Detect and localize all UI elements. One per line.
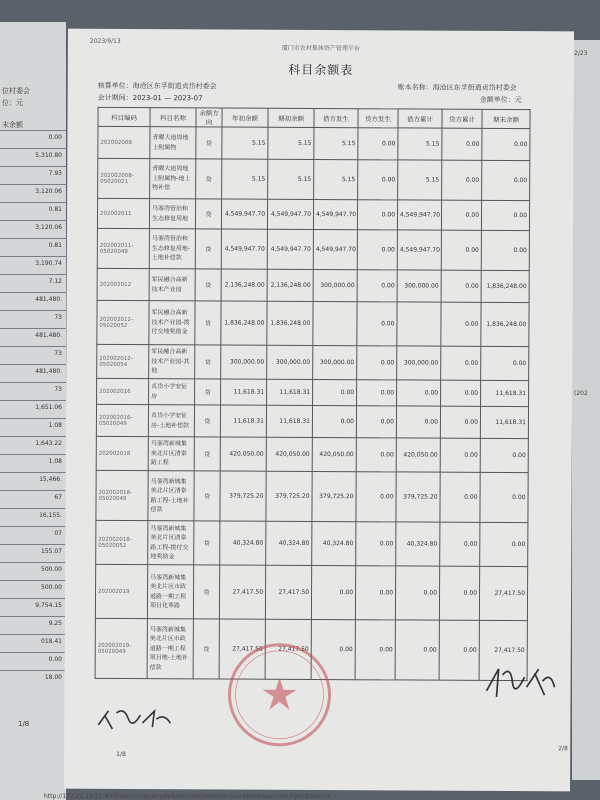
side-left-rule xyxy=(0,580,66,581)
side-left-value: 3,190.74 xyxy=(35,260,62,267)
side-left-rule xyxy=(0,130,66,131)
side-left-rule xyxy=(0,418,66,419)
page-number: 2/8 xyxy=(558,745,568,753)
side-left-rule xyxy=(0,598,66,599)
cell-year-open: 5.15 xyxy=(222,159,268,199)
cell-direction: 贷 xyxy=(193,619,219,679)
table-row xyxy=(97,228,529,270)
cell-debit-total: 0.00 xyxy=(396,406,440,438)
side-left-value: 0.00 xyxy=(48,656,62,663)
side-left-rule xyxy=(0,382,66,383)
side-left-rule xyxy=(0,526,66,527)
print-date: 2023/9/13 xyxy=(89,37,121,45)
cell-name: 军民融合高新技术产业园 xyxy=(149,269,195,301)
header-direction: 余额方向 xyxy=(196,108,222,127)
book-label: 账本名称： xyxy=(397,83,433,92)
cell-credit-total: 0.00 xyxy=(440,438,480,472)
table-row xyxy=(97,344,529,380)
side-left-rule xyxy=(0,544,66,545)
cell-debit: 0.00 xyxy=(311,619,355,679)
cell-year-open: 4,549,947.70 xyxy=(221,199,267,229)
cell-direction: 贷 xyxy=(195,301,221,345)
cell-direction: 贷 xyxy=(195,345,221,379)
cell-close: 1,836,248.00 xyxy=(481,302,529,346)
cell-close: 0.00 xyxy=(480,438,528,472)
cell-credit: 0.00 xyxy=(357,302,397,346)
cell-period-open: 2,136,248.00 xyxy=(267,269,313,301)
cell-debit-total: 379,725.20 xyxy=(396,472,440,522)
side-left-value: 500.00 xyxy=(41,584,62,591)
table-row xyxy=(96,436,528,472)
cell-credit: 0.00 xyxy=(355,620,395,680)
cell-debit-total: 300,000.00 xyxy=(397,270,441,302)
side-left-rule xyxy=(0,220,66,221)
cell-debit: 300,000.00 xyxy=(313,345,357,379)
cell-credit-total: 0.00 xyxy=(440,472,480,522)
cell-year-open: 4,549,947.70 xyxy=(221,229,267,269)
side-left-rule xyxy=(0,292,66,293)
cell-debit-total: 0.00 xyxy=(395,566,439,620)
cell-period-open: 11,618.31 xyxy=(267,379,313,405)
cell-close: 1,836,248.00 xyxy=(481,270,529,302)
cell-name: 马銮湾管治和生态修复用地-土地补偿款 xyxy=(149,229,195,269)
period-label: 会计期间： xyxy=(97,93,133,103)
cell-direction: 贷 xyxy=(194,405,220,437)
cell-debit: 0.00 xyxy=(312,405,356,437)
cell-debit-total: 5.15 xyxy=(398,128,442,160)
side-left-value: 18.00 xyxy=(44,674,62,681)
cell-direction: 贷 xyxy=(194,521,220,565)
side-right-line: 2/23 xyxy=(574,50,588,57)
cell-name: 马銮湾新城集美北片区清泰路工程-土地补偿款 xyxy=(148,471,194,521)
cell-debit-total: 4,549,947.70 xyxy=(397,200,441,230)
side-left-value: 1.08 xyxy=(48,458,62,465)
cell-debit: 5.15 xyxy=(314,127,358,159)
cell-close: 11,618.31 xyxy=(480,406,528,438)
cell-code: 202002012-05020054 xyxy=(97,344,149,378)
table-row xyxy=(96,470,528,522)
cell-close: 27,417.50 xyxy=(479,566,527,620)
cell-close: 0.00 xyxy=(482,128,530,160)
currency-unit: 金额单位：元 xyxy=(479,95,522,105)
unit-value: 海沧区东孚街道贞岱村委会 xyxy=(132,82,217,91)
cell-period-open: 40,324.80 xyxy=(266,521,312,565)
header-debit-total: 借方累计 xyxy=(398,109,442,128)
cell-period-open: 379,725.20 xyxy=(266,471,312,521)
cell-debit: 4,549,947.70 xyxy=(313,199,357,229)
cell-credit-total: 0.00 xyxy=(440,522,480,566)
side-left-rule xyxy=(0,634,66,635)
cell-code: 202002012 xyxy=(97,268,149,300)
header-close: 期末余额 xyxy=(482,109,530,128)
table-row xyxy=(97,300,529,346)
cell-credit: 0.00 xyxy=(356,406,396,438)
cell-code: 202002011-05020049 xyxy=(97,228,149,268)
side-left-page: 1/8 xyxy=(18,720,30,728)
side-left-value: 481,480. xyxy=(35,296,62,303)
side-left-value: 481,480. xyxy=(35,332,62,339)
side-left-value: 9,754.15 xyxy=(35,602,62,609)
cell-name: 贞岱小学安征房 xyxy=(149,379,195,405)
table-row xyxy=(98,126,530,160)
cell-debit-total: 40,324.80 xyxy=(396,522,440,566)
signature-right xyxy=(482,661,556,705)
cell-credit: 0.00 xyxy=(356,472,396,522)
cell-debit: 379,725.20 xyxy=(312,471,356,521)
cell-code: 202002018-05020049 xyxy=(96,470,148,520)
side-left-rule xyxy=(0,508,66,509)
cell-name: 青曜大道周地上附属物-地上物补偿 xyxy=(150,159,196,199)
table-row xyxy=(97,198,529,230)
cell-code: 202002008-05020021 xyxy=(98,158,150,198)
right-adjacent-sheet xyxy=(572,40,600,780)
side-left-value: 73 xyxy=(54,386,62,393)
signature-left xyxy=(94,705,174,735)
cell-debit: 420,050.00 xyxy=(312,437,356,471)
cell-code: 202002019-05020049 xyxy=(95,618,147,678)
side-left-value: 7.93 xyxy=(48,170,62,177)
unit-info xyxy=(98,81,217,92)
cell-code: 202002018 xyxy=(96,436,148,470)
side-left-value: 1.08 xyxy=(48,422,62,429)
cell-code: 202002012-05020052 xyxy=(97,300,149,344)
cell-credit: 0.00 xyxy=(356,438,396,472)
side-right-line: (202 xyxy=(574,390,588,397)
header-name: 科目名称 xyxy=(150,108,196,127)
header-code: 科目编码 xyxy=(98,107,150,126)
cell-period-open: 4,549,947.70 xyxy=(267,229,313,269)
cell-year-open: 2,136,248.00 xyxy=(221,269,267,301)
side-left-value: 15,466. xyxy=(39,476,62,483)
side-left-rule xyxy=(0,616,66,617)
cell-period-open: 27,417.50 xyxy=(265,619,311,679)
header-credit-total: 贷方累计 xyxy=(442,109,482,128)
cell-year-open: 27,417.50 xyxy=(219,565,265,619)
side-left-value: 3,120.06 xyxy=(35,188,62,195)
cell-credit: 0.00 xyxy=(356,522,396,566)
side-left-value: 3,120.06 xyxy=(35,224,62,231)
cell-code: 202002018-05020052 xyxy=(96,520,148,564)
cell-name: 军民融合高新技术产业园-拨付交地奖励金 xyxy=(149,301,195,345)
side-left-rule xyxy=(0,274,66,275)
cell-credit-total: 0.00 xyxy=(440,406,480,438)
cell-period-open: 11,618.31 xyxy=(266,405,312,437)
header-credit: 贷方发生 xyxy=(358,109,398,128)
cell-credit-total: 0.00 xyxy=(442,128,482,160)
cell-credit-total: 0.00 xyxy=(441,302,481,346)
side-left-value: 9.25 xyxy=(48,620,62,627)
cell-direction: 贷 xyxy=(194,437,220,471)
cell-debit: 300,000.00 xyxy=(313,269,357,301)
cell-credit-total: 0.00 xyxy=(441,270,481,302)
cell-year-open: 5.15 xyxy=(222,127,268,159)
cell-debit: 5.15 xyxy=(314,159,358,199)
cell-close: 0.00 xyxy=(480,522,528,566)
side-left-value: 481,480. xyxy=(35,368,62,375)
official-seal xyxy=(224,640,335,751)
cell-direction: 贷 xyxy=(195,229,221,269)
cell-credit-total: 0.00 xyxy=(442,160,482,200)
cell-credit-total: 0.00 xyxy=(441,230,481,270)
side-left-rule xyxy=(0,652,66,653)
header-year-open: 年初余额 xyxy=(222,108,268,127)
cell-close: 0.00 xyxy=(480,472,528,522)
cell-credit-total: 0.00 xyxy=(439,566,479,620)
side-left-rule xyxy=(0,202,66,203)
side-left-value: 0.81 xyxy=(48,242,62,249)
side-left-rule xyxy=(0,148,66,149)
table-row xyxy=(97,378,529,406)
cell-credit: 0.00 xyxy=(357,200,397,230)
cell-period-open: 4,549,947.70 xyxy=(267,199,313,229)
cell-code: 202002008 xyxy=(98,126,150,158)
table-row xyxy=(98,158,530,200)
page-url: http://172.21.13.15:8090/accountqueryweb/account/detail/accountBookSearch/subjectBalance xyxy=(44,793,330,800)
cell-year-open: 40,324.80 xyxy=(220,521,266,565)
cell-name: 马銮湾新城集美北片区市政道路一期工程项目地-土地补偿款 xyxy=(147,619,193,679)
table-header-row xyxy=(98,107,530,128)
side-left-rule xyxy=(0,400,66,401)
cell-close: 0.00 xyxy=(481,230,529,270)
cell-period-open: 300,000.00 xyxy=(267,345,313,379)
cell-direction: 贷 xyxy=(196,159,222,199)
period-value: 2023-01 — 2023-07 xyxy=(132,94,203,103)
side-left-value: 73 xyxy=(54,314,62,321)
period-info xyxy=(98,93,203,104)
cell-name: 马銮湾管治和生态修复用地 xyxy=(149,199,195,229)
side-left-value: 500.00 xyxy=(41,566,62,573)
cell-close: 0.00 xyxy=(481,346,529,380)
cell-direction: 贷 xyxy=(195,379,221,405)
side-left-rule xyxy=(0,364,66,365)
cell-debit-total: 0.00 xyxy=(395,620,439,680)
side-left-value: 07 xyxy=(54,530,62,537)
side-left-line: 位村委会 xyxy=(2,87,30,95)
cell-year-open: 420,050.00 xyxy=(220,437,266,471)
cell-close: 11,618.31 xyxy=(481,380,529,406)
cell-credit: 0.00 xyxy=(358,128,398,160)
side-left-rule xyxy=(0,184,66,185)
cell-credit: 0.00 xyxy=(358,160,398,200)
cell-debit xyxy=(313,301,357,345)
cell-credit: 0.00 xyxy=(357,346,397,380)
cell-debit-total: 300,000.00 xyxy=(397,346,441,380)
cell-period-open: 420,050.00 xyxy=(266,437,312,471)
cell-code: 202002011 xyxy=(97,198,149,228)
cell-name: 军民融合高新技术产业园-其他 xyxy=(149,345,195,379)
document-title: 科目余额表 xyxy=(288,62,354,78)
cell-period-open: 27,417.50 xyxy=(265,565,311,619)
balance-sheet-page xyxy=(64,29,574,792)
cell-year-open: 27,417.50 xyxy=(219,619,265,679)
side-left-line: 位：元 xyxy=(2,99,23,107)
prev-page-number: 1/8 xyxy=(116,750,126,758)
side-left-line: 末余额 xyxy=(2,121,23,129)
side-left-rule xyxy=(0,472,66,473)
cell-direction: 贷 xyxy=(195,199,221,229)
cell-close: 0.00 xyxy=(481,200,529,230)
side-left-rule xyxy=(0,166,66,167)
cell-direction: 贷 xyxy=(195,269,221,301)
cell-code: 202002016-05020049 xyxy=(96,404,148,436)
cell-credit-total: 0.00 xyxy=(441,346,481,380)
side-left-rule xyxy=(0,490,66,491)
table-row xyxy=(96,404,528,438)
header-debit: 借方发生 xyxy=(314,108,358,127)
cell-credit: 0.00 xyxy=(357,270,397,302)
cell-credit-total: 0.00 xyxy=(441,200,481,230)
cell-direction: 贷 xyxy=(196,127,222,159)
cell-code: 202002016 xyxy=(97,378,149,404)
side-left-rule xyxy=(0,346,66,347)
cell-credit: 0.00 xyxy=(355,566,395,620)
side-left-value: 1,643.22 xyxy=(35,440,62,447)
cell-name: 马銮湾新城集美北片区清泰路工程 xyxy=(148,437,194,471)
cell-direction: 贷 xyxy=(194,471,220,521)
cell-year-open: 379,725.20 xyxy=(220,471,266,521)
cell-name: 青曜大道周地上附属物 xyxy=(150,127,196,159)
cell-name: 马銮湾新城集美北片区市政道路一期工程项目化革路 xyxy=(147,565,193,619)
cell-period-open: 5.15 xyxy=(268,127,314,159)
cell-debit: 40,324.80 xyxy=(312,521,356,565)
balance-table xyxy=(95,107,531,681)
cell-name: 贞岱小学安征房-土地补偿款 xyxy=(148,405,194,437)
side-left-value: 5,310.80 xyxy=(35,152,62,159)
side-left-value: 018.41 xyxy=(41,638,62,645)
cell-name: 马銮湾新城集美北片区清泰路工程-拨付交地奖励金 xyxy=(148,521,194,565)
side-left-rule xyxy=(0,238,66,239)
side-left-value: 0.81 xyxy=(48,206,62,213)
cell-year-open: 11,618.31 xyxy=(221,379,267,405)
side-left-rule xyxy=(0,256,66,257)
table-row xyxy=(97,268,529,302)
cell-debit-total: 4,549,947.70 xyxy=(397,230,441,270)
side-left-value: 155.07 xyxy=(41,548,62,555)
cell-period-open: 5.15 xyxy=(268,159,314,199)
cell-credit-total: 0.00 xyxy=(439,620,479,680)
table-row xyxy=(95,564,527,620)
side-left-rule xyxy=(0,562,66,563)
book-value: 海沧区东孚街道贞岱村委会 xyxy=(432,83,517,93)
cell-debit: 4,549,947.70 xyxy=(313,229,357,269)
cell-debit-total: 5.15 xyxy=(398,160,442,200)
side-left-rule xyxy=(0,436,66,437)
cell-credit-total: 0.00 xyxy=(441,380,481,406)
cell-year-open: 300,000.00 xyxy=(221,345,267,379)
system-name: 厦门市农村集体资产管理平台 xyxy=(281,44,360,53)
cell-debit: 0.00 xyxy=(311,565,355,619)
side-left-rule xyxy=(0,328,66,329)
cell-debit-total xyxy=(397,302,441,346)
side-left-value: 0.00 xyxy=(48,134,62,141)
cell-year-open: 11,618.31 xyxy=(220,405,266,437)
cell-credit: 0.00 xyxy=(357,230,397,270)
cell-close: 0.00 xyxy=(482,160,530,200)
side-left-rule xyxy=(0,670,66,671)
left-adjacent-sheet xyxy=(0,22,66,800)
table-row xyxy=(96,520,528,566)
book-info xyxy=(398,82,517,93)
cell-direction: 贷 xyxy=(193,565,219,619)
header-period-open: 期初余额 xyxy=(268,108,314,127)
cell-debit-total: 0.00 xyxy=(397,380,441,406)
cell-debit: 0.00 xyxy=(313,379,357,405)
side-left-value: 7.12 xyxy=(48,278,62,285)
unit-label: 核算单位： xyxy=(97,81,133,91)
side-left-value: 16,155. xyxy=(39,512,62,519)
cell-credit: 0.00 xyxy=(357,380,397,406)
side-left-value: 67 xyxy=(54,494,62,501)
cell-code: 202002019 xyxy=(95,564,147,618)
side-left-rule xyxy=(0,454,66,455)
cell-debit-total: 420,050.00 xyxy=(396,438,440,472)
cell-close: 27,417.50 xyxy=(479,620,527,680)
side-left-value: 73 xyxy=(54,350,62,357)
cell-year-open: 1,836,248.00 xyxy=(221,301,267,345)
cell-period-open: 1,836,248.00 xyxy=(267,301,313,345)
side-left-value: 1,651.06 xyxy=(35,404,62,411)
side-left-rule xyxy=(0,310,66,311)
